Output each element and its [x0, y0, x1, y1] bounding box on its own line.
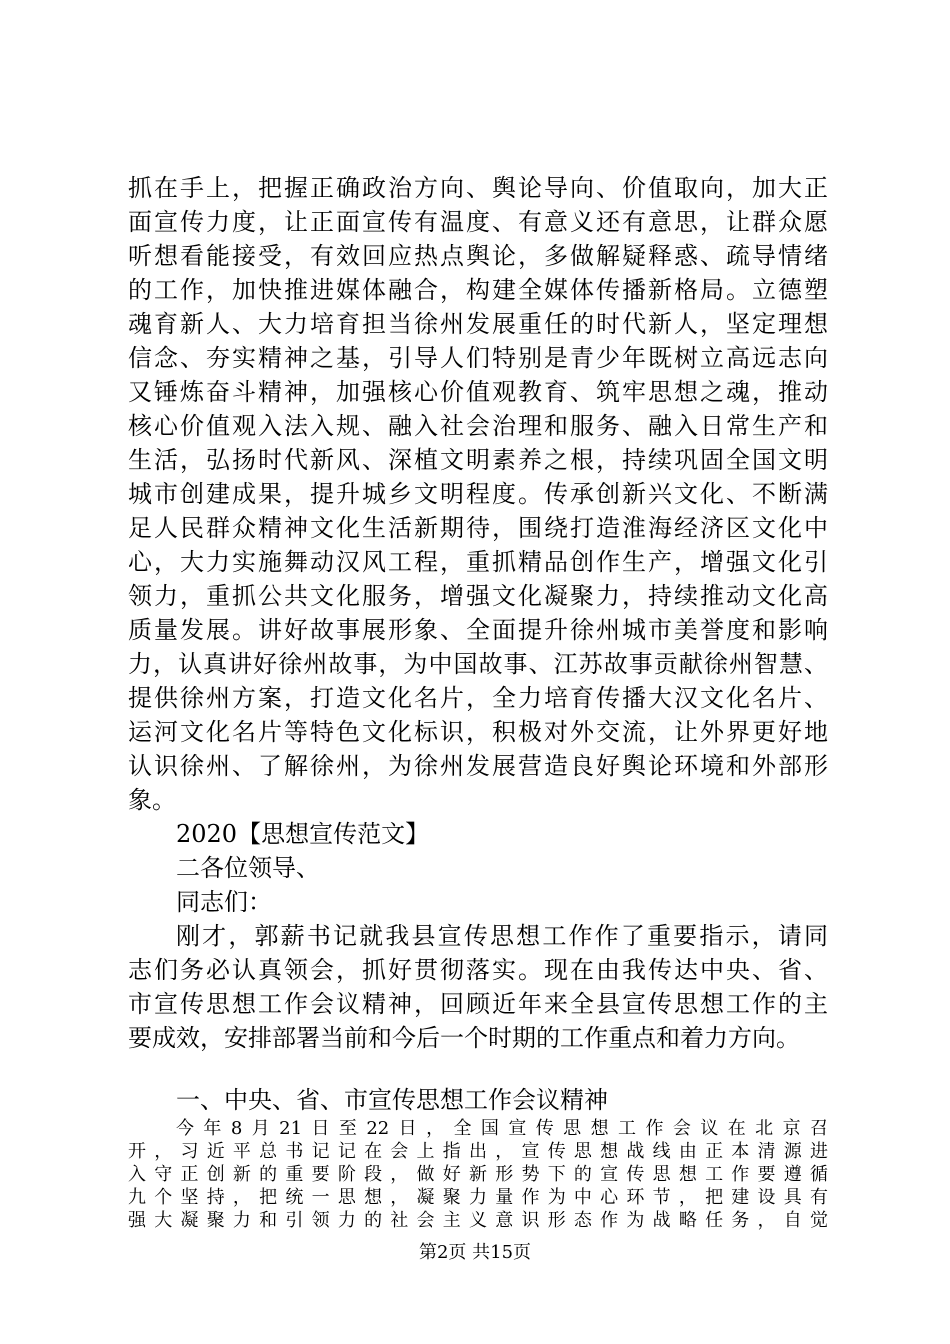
section-heading: 一、中央、省、市宣传思想工作会议精神: [176, 1086, 608, 1114]
text-line: 心，大力实施舞动汉风工程，重抓精品创作生产，增强文化引: [128, 548, 828, 576]
text-line: 抓在手上，把握正确政治方向、舆论导向、价值取向，加大正: [128, 174, 828, 202]
text-line: 志们务必认真领会，抓好贯彻落实。现在由我传达中央、省、: [128, 956, 828, 984]
text-line: 听想看能接受，有效回应热点舆论，多做解疑释惑、疏导情绪: [128, 242, 828, 270]
text-line: 信念、夯实精神之基，引导人们特别是青少年既树立高远志向: [128, 344, 828, 372]
text-line: 足人民群众精神文化生活新期待，围绕打造淮海经济区文化中: [128, 514, 828, 542]
section-heading: 2020【思想宣传范文】: [176, 820, 430, 848]
page-footer: 第2页 共15页: [418, 1242, 532, 1263]
text-line: 质量发展。讲好故事展形象、全面提升徐州城市美誉度和影响: [128, 616, 828, 644]
text-line: 城市创建成果，提升城乡文明程度。传承创新兴文化、不断满: [128, 480, 828, 508]
text-line: 又锤炼奋斗精神，加强核心价值观教育、筑牢思想之魂，推动: [128, 378, 828, 406]
text-line: 认识徐州、了解徐州，为徐州发展营造良好舆论环境和外部形: [128, 752, 828, 780]
salutation-line: 同志们：: [176, 888, 272, 916]
text-line: 强大凝聚力和引领力的社会主义意识形态作为战略任务，自觉: [128, 1210, 828, 1231]
text-line: 魂育新人、大力培育担当徐州发展重任的时代新人，坚定理想: [128, 310, 828, 338]
text-line: 今年8月21日至22日，全国宣传思想工作会议在北京召: [176, 1118, 828, 1139]
text-line: 象。: [128, 786, 176, 814]
text-line: 提供徐州方案，打造文化名片，全力培育传播大汉文化名片、: [128, 684, 828, 712]
text-line: 九个坚持，把统一思想，凝聚力量作为中心环节，把建设具有: [128, 1187, 828, 1208]
text-line: 刚才，郭薪书记就我县宣传思想工作作了重要指示，请同: [176, 922, 828, 950]
text-line: 的工作，加快推进媒体融合，构建全媒体传播新格局。立德塑: [128, 276, 828, 304]
text-line: 领力，重抓公共文化服务，增强文化凝聚力，持续推动文化高: [128, 582, 828, 610]
text-line: 力，认真讲好徐州故事，为中国故事、江苏故事贡献徐州智慧、: [128, 650, 828, 678]
text-line: 开，习近平总书记记在会上指出，宣传思想战线由正本清源进: [128, 1141, 828, 1162]
text-line: 要成效，安排部署当前和今后一个时期的工作重点和着力方向。: [128, 1024, 800, 1052]
text-line: 核心价值观入法入规、融入社会治理和服务、融入日常生产和: [128, 412, 828, 440]
text-line: 市宣传思想工作会议精神，回顾近年来全县宣传思想工作的主: [128, 990, 828, 1018]
text-line: 运河文化名片等特色文化标识，积极对外交流，让外界更好地: [128, 718, 828, 746]
salutation-line: 二各位领导、: [176, 854, 320, 882]
text-line: 面宣传力度，让正面宣传有温度、有意义还有意思，让群众愿: [128, 208, 828, 236]
text-line: 生活，弘扬时代新风、深植文明素养之根，持续巩固全国文明: [128, 446, 828, 474]
text-line: 入守正创新的重要阶段，做好新形势下的宣传思想工作要遵循: [128, 1164, 828, 1185]
